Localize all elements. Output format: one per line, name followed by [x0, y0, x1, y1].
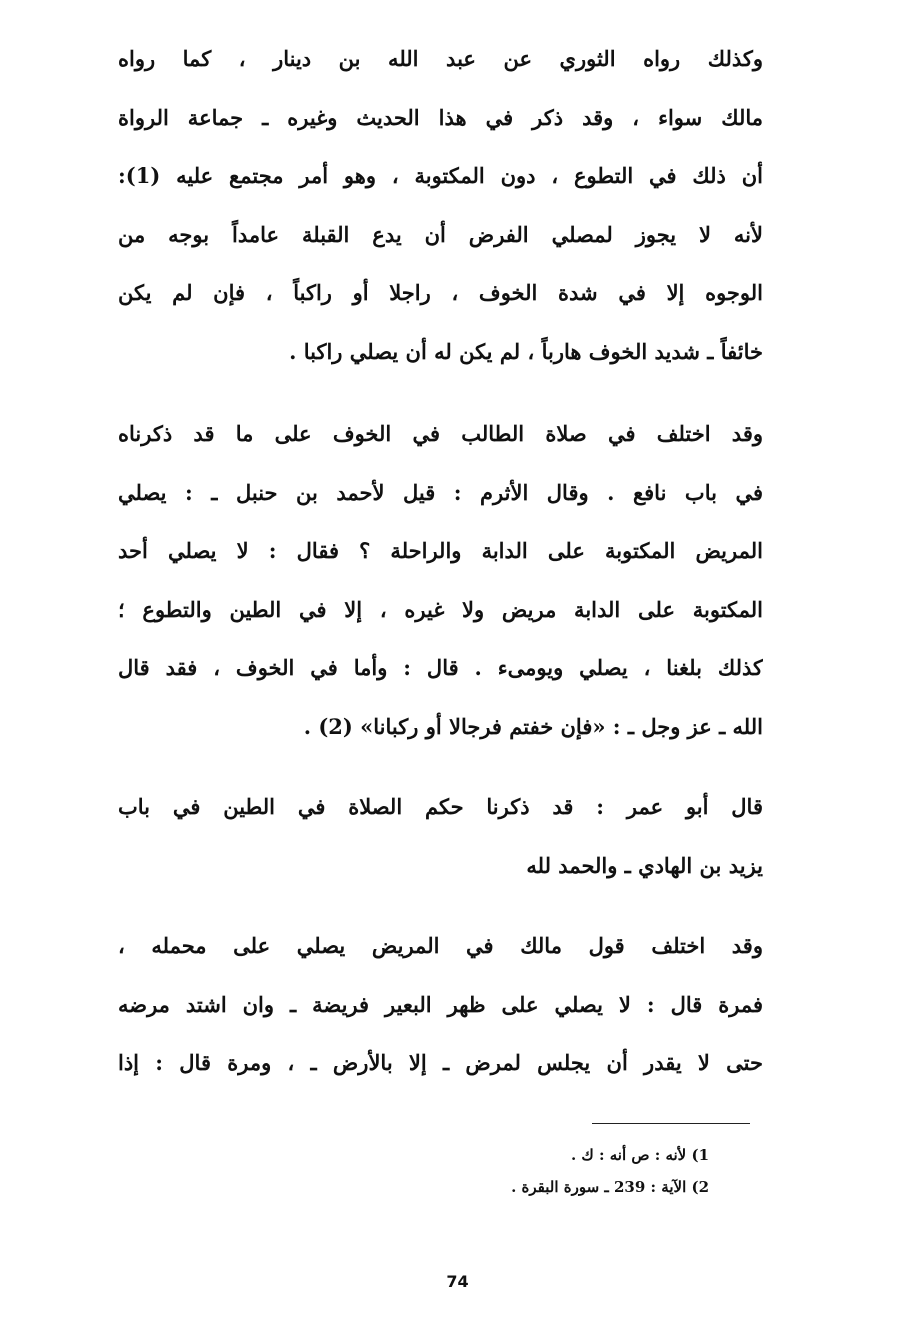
- text-line: وكذلك رواه الثوري عن عبد الله بن دينار ، كما رواه: [118, 46, 763, 71]
- paragraph-1: [118, 30, 763, 381]
- text-line: الوجوه إلا في شدة الخوف ، راجلا أو راكباً ، فإن لم يكن: [118, 280, 763, 305]
- footnote-1: 1) لأنه : ص أنه : ك .: [570, 1146, 709, 1164]
- main-text: [118, 30, 763, 1093]
- text-line: أن ذلك في التطوع ، دون المكتوبة ، وهو أمر مجتمع عليه (1):: [118, 163, 763, 188]
- text-line: كذلك بلغنا ، يصلي ويومىء . قال : وأما في الخوف ، فقد قال: [118, 655, 763, 680]
- paragraph-2: [118, 405, 763, 756]
- page-number: 74: [446, 1272, 469, 1291]
- text-line: وقد اختلف قول مالك في المريض يصلي على محمله ،: [118, 933, 763, 958]
- footnote-2: 2) الآية : 239 ـ سورة البقرة .: [511, 1178, 709, 1196]
- text-line: يزيد بن الهادي ـ والحمد لله: [526, 852, 763, 878]
- text-line: خائفاً ـ شديد الخوف هارباً ، لم يكن له أن يصلي راكبا .: [289, 338, 763, 364]
- paragraph-4: [118, 917, 763, 1093]
- text-line: حتى لا يقدر أن يجلس لمرض ـ إلا بالأرض ـ ، ومرة قال : إذا: [118, 1050, 763, 1075]
- footnote-divider: [592, 1123, 750, 1124]
- footnotes: [409, 1140, 709, 1204]
- text-line: المريض المكتوبة على الدابة والراحلة ؟ فقال : لا يصلي أحد: [118, 538, 763, 563]
- text-line: لأنه لا يجوز لمصلي الفرض أن يدع القبلة عامداً بوجه من: [118, 221, 763, 247]
- text-line: قال أبو عمر : قد ذكرنا حكم الصلاة في الطين في باب: [118, 794, 763, 819]
- text-line: فمرة قال : لا يصلي على ظهر البعير فريضة ـ وان اشتد مرضه: [118, 991, 763, 1017]
- paragraph-3: [118, 778, 763, 895]
- text-line: وقد اختلف في صلاة الطالب في الخوف على ما قد ذكرناه: [118, 421, 763, 446]
- text-line: الله ـ عز وجل ـ : «فإن خفتم فرجالا أو ركبانا» (2) .: [303, 713, 763, 739]
- text-line: مالك سواء ، وقد ذكر في هذا الحديث وغيره ـ جماعة الرواة: [118, 104, 763, 130]
- text-line: في باب نافع . وقال الأثرم : قيل لأحمد بن حنبل ـ : يصلي: [118, 479, 763, 505]
- text-line: المكتوبة على الدابة مريض ولا غيره ، إلا في الطين والتطوع ؛: [118, 596, 763, 622]
